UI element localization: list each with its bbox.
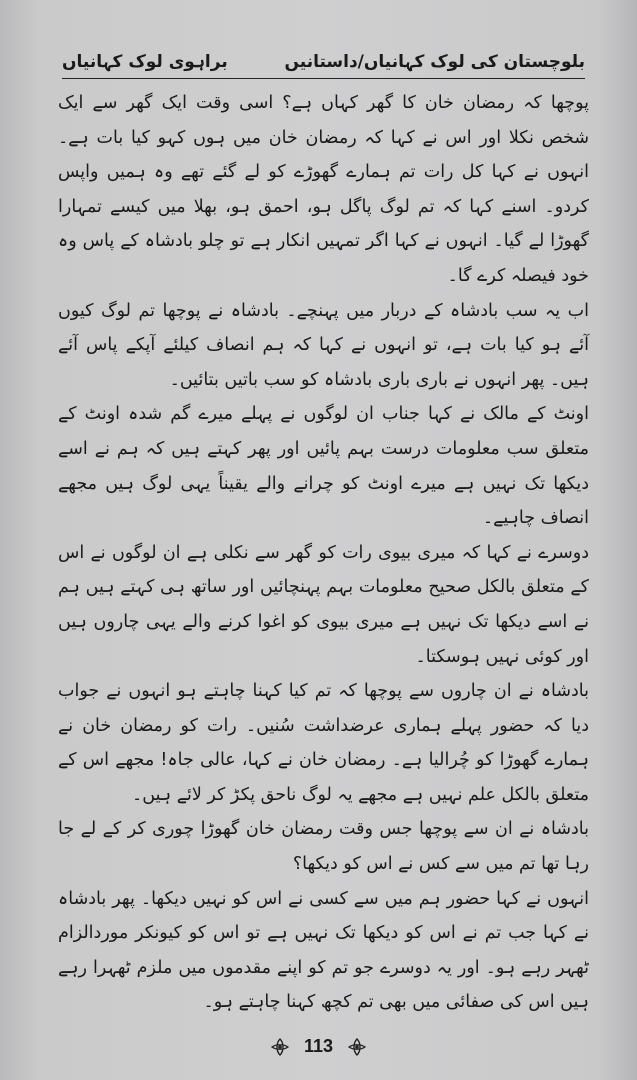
paragraph: انہوں نے کہا حضور ہم میں سے کسی نے اس کو نہیں دیکھا۔ پھر بادشاہ نے کہا جب تم نے اس کو دیکھا تک نہیں ہے تو اس کو کیونکر موردالزام ٹھہر رہے ہو۔ اور یہ دوسرے جو تم کو اپنے مقدموں میں ملزم ٹھہرا رہے ہیں اس کی صفائی میں بھی تم کچھ کہنا چاہتے ہو۔ — [58, 888, 589, 1013]
paragraph: پوچھا کہ رمضان خان کا گھر کہاں ہے؟ اسی وقت ایک گھر سے ایک شخص نکلا اور اس نے کہا کہ رمضان خان میں ہوں کہو کیا بات ہے۔ انہوں نے کہا کل رات تم ہمارے گھوڑے کو لے گئے تھے وہ ہمیں واپس کردو۔ اسنے کہا کہ تم لوگ پاگل ہو، احمق ہو، بھلا میں کیسے تمہارا گھوڑا لے گیا۔ انہوں نے کہا اگر تمہیں انکار ہے تو چلو بادشاہ کے پاس وہ خود فیصلہ کرے گا۔ — [58, 93, 589, 286]
body-text — [58, 86, 589, 1020]
paragraph: اونٹ کے مالک نے کہا جناب ان لوگوں نے پہلے میرے گم شدہ اونٹ کے متعلق سب معلومات درست بہم پائیں اور پھر کہتے ہیں کہ ہم نے اسے دیکھا تک نہیں ہے میرے اونٹ کو چرانے والے یقیناً یہی لوگ ہیں مجھے انصاف چاہیے۔ — [58, 404, 589, 529]
running-header — [62, 44, 585, 72]
header-chapter-title: براہوی لوک کہانیاں — [62, 52, 228, 72]
paragraph: دوسرے نے کہا کہ میری بیوی رات کو گھر سے نکلی ہے ان لوگوں نے اس کے متعلق بالکل صحیح معلومات بہم پہنچائیں اور ساتھ ہی کہتے ہیں ہم نے اسے دیکھا تک نہیں ہے میری بیوی کو اغوا کرنے والے یہی چاروں ہیں اور کوئی نہیں ہوسکتا۔ — [58, 542, 589, 667]
page-number: 113 — [303, 1036, 334, 1056]
page-footer — [0, 1036, 637, 1057]
floral-ornament-icon — [270, 1037, 290, 1057]
paragraph: بادشاہ نے ان چاروں سے پوچھا کہ تم کیا کہنا چاہتے ہو انہوں نے جواب دیا کہ حضور پہلے ہماری عرضداشت سُنیں۔ رات کو رمضان خان نے ہمارے گھوڑا کو چُرالیا ہے۔ رمضان خان نے کہا، عالی جاہ! مجھے اس کے متعلق بالکل علم نہیں ہے مجھے یہ لوگ ناحق پکڑ کر لائے ہیں۔ — [58, 681, 589, 805]
header-rule — [62, 78, 585, 79]
paragraph: بادشاہ نے ان سے پوچھا جس وقت رمضان خان گھوڑا چوری کر کے لے جا رہا تھا تم میں سے کس نے اس کو دیکھا؟ — [58, 819, 589, 875]
paragraph: اب یہ سب بادشاہ کے دربار میں پہنچے۔ بادشاہ نے پوچھا تم لوگ کیوں آئے ہو کیا بات ہے، تو انہوں نے کہا کہ ہم انصاف کیلئے آپکے پاس آئے ہیں۔ پھر انہوں نے باری باری بادشاہ کو سب باتیں بتائیں۔ — [58, 300, 589, 390]
header-book-title: بلوچستان کی لوک کہانیاں/داستانیں — [284, 52, 585, 72]
floral-ornament-icon — [347, 1037, 367, 1057]
